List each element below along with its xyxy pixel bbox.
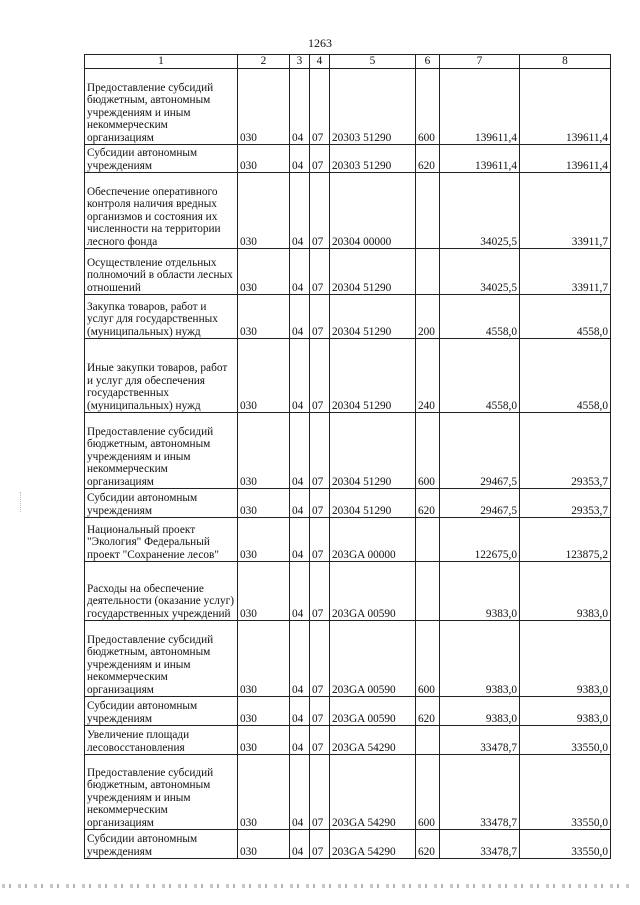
row-code-5: 203GA 54290 xyxy=(330,755,416,830)
row-name: Субсидии автономным учреждениям xyxy=(85,145,238,173)
row-code-2: 030 xyxy=(238,69,290,145)
row-value-7: 122675,0 xyxy=(440,518,520,562)
col-header-4: 4 xyxy=(310,55,330,69)
row-code-5: 20304 00000 xyxy=(330,173,416,249)
row-code-3: 04 xyxy=(290,755,310,830)
row-value-7: 9383,0 xyxy=(440,621,520,697)
row-code-6: 600 xyxy=(416,413,440,489)
row-value-7: 34025,5 xyxy=(440,173,520,249)
scan-noise-strip xyxy=(2,884,630,888)
row-code-4: 07 xyxy=(310,621,330,697)
row-code-2: 030 xyxy=(238,145,290,173)
row-value-8: 4558,0 xyxy=(520,339,611,413)
row-value-8: 123875,2 xyxy=(520,518,611,562)
table-row xyxy=(85,562,611,621)
row-code-3: 04 xyxy=(290,830,310,859)
row-value-8: 139611,4 xyxy=(520,69,611,145)
row-name: Иные закупки товаров, работ и услуг для обеспечения государственных (муниципальных) нужд xyxy=(85,339,238,413)
table-row xyxy=(85,69,611,145)
table-row xyxy=(85,489,611,518)
row-name: Предоставление субсидий бюджетным, автономным учреждениям и иным некоммерческим организациям xyxy=(85,69,238,145)
row-code-4: 07 xyxy=(310,489,330,518)
row-code-6 xyxy=(416,249,440,295)
budget-table xyxy=(84,54,611,859)
table-row xyxy=(85,697,611,726)
row-value-8: 33911,7 xyxy=(520,173,611,249)
row-code-6: 200 xyxy=(416,295,440,339)
row-value-7: 29467,5 xyxy=(440,489,520,518)
row-code-6: 240 xyxy=(416,339,440,413)
row-name: Субсидии автономным учреждениям xyxy=(85,697,238,726)
row-code-3: 04 xyxy=(290,489,310,518)
row-code-4: 07 xyxy=(310,755,330,830)
row-code-2: 030 xyxy=(238,295,290,339)
scan-margin-mark xyxy=(20,492,25,512)
row-value-8: 33550,0 xyxy=(520,726,611,755)
row-code-5: 203GA 00590 xyxy=(330,621,416,697)
row-code-2: 030 xyxy=(238,518,290,562)
row-code-4: 07 xyxy=(310,830,330,859)
row-value-8: 9383,0 xyxy=(520,621,611,697)
row-code-2: 030 xyxy=(238,830,290,859)
row-value-7: 4558,0 xyxy=(440,295,520,339)
row-code-3: 04 xyxy=(290,518,310,562)
row-code-5: 20304 51290 xyxy=(330,295,416,339)
row-code-4: 07 xyxy=(310,295,330,339)
col-header-6: 6 xyxy=(416,55,440,69)
row-value-8: 33911,7 xyxy=(520,249,611,295)
row-code-6 xyxy=(416,518,440,562)
row-code-4: 07 xyxy=(310,413,330,489)
row-code-6: 620 xyxy=(416,489,440,518)
row-code-4: 07 xyxy=(310,173,330,249)
row-code-6 xyxy=(416,562,440,621)
table-row xyxy=(85,518,611,562)
row-code-4: 07 xyxy=(310,726,330,755)
row-name: Предоставление субсидий бюджетным, автономным учреждениям и иным некоммерческим организациям xyxy=(85,413,238,489)
row-code-5: 203GA 00590 xyxy=(330,697,416,726)
row-code-2: 030 xyxy=(238,339,290,413)
table-row xyxy=(85,755,611,830)
row-value-8: 33550,0 xyxy=(520,830,611,859)
row-value-8: 29353,7 xyxy=(520,489,611,518)
row-value-8: 9383,0 xyxy=(520,697,611,726)
row-code-3: 04 xyxy=(290,339,310,413)
col-header-7: 7 xyxy=(440,55,520,69)
row-code-2: 030 xyxy=(238,413,290,489)
row-code-2: 030 xyxy=(238,755,290,830)
row-code-6 xyxy=(416,726,440,755)
row-code-3: 04 xyxy=(290,295,310,339)
row-code-5: 20304 51290 xyxy=(330,339,416,413)
row-code-5: 20304 51290 xyxy=(330,249,416,295)
row-code-3: 04 xyxy=(290,697,310,726)
table-row xyxy=(85,249,611,295)
row-name: Расходы на обеспечение деятельности (оказание услуг) государственных учреждений xyxy=(85,562,238,621)
row-name: Национальный проект "Экология" Федеральный проект "Сохранение лесов" xyxy=(85,518,238,562)
row-code-3: 04 xyxy=(290,413,310,489)
row-code-6: 620 xyxy=(416,830,440,859)
row-code-6: 600 xyxy=(416,755,440,830)
row-code-6: 600 xyxy=(416,621,440,697)
row-value-7: 29467,5 xyxy=(440,413,520,489)
page-number: 1263 xyxy=(308,36,332,50)
header-row xyxy=(85,55,611,69)
row-code-2: 030 xyxy=(238,697,290,726)
row-code-2: 030 xyxy=(238,562,290,621)
row-code-2: 030 xyxy=(238,621,290,697)
row-name: Обеспечение оперативного контроля наличия вредных организмов и состояния их численности на территории лесного фонда xyxy=(85,173,238,249)
row-code-2: 030 xyxy=(238,489,290,518)
row-code-3: 04 xyxy=(290,173,310,249)
row-name: Предоставление субсидий бюджетным, автономным учреждениям и иным некоммерческим организациям xyxy=(85,621,238,697)
row-value-7: 9383,0 xyxy=(440,562,520,621)
row-value-7: 4558,0 xyxy=(440,339,520,413)
row-code-4: 07 xyxy=(310,518,330,562)
row-code-3: 04 xyxy=(290,726,310,755)
row-code-4: 07 xyxy=(310,562,330,621)
row-code-5: 20303 51290 xyxy=(330,69,416,145)
row-code-6: 620 xyxy=(416,697,440,726)
row-code-5: 20303 51290 xyxy=(330,145,416,173)
row-value-7: 9383,0 xyxy=(440,697,520,726)
row-name: Увеличение площади лесовосстановления xyxy=(85,726,238,755)
row-value-8: 29353,7 xyxy=(520,413,611,489)
row-value-8: 9383,0 xyxy=(520,562,611,621)
row-code-4: 07 xyxy=(310,697,330,726)
table-row xyxy=(85,413,611,489)
row-value-7: 139611,4 xyxy=(440,69,520,145)
row-code-2: 030 xyxy=(238,173,290,249)
row-name: Закупка товаров, работ и услуг для государственных (муниципальных) нужд xyxy=(85,295,238,339)
row-code-6 xyxy=(416,173,440,249)
table-row xyxy=(85,145,611,173)
row-code-3: 04 xyxy=(290,621,310,697)
col-header-8: 8 xyxy=(520,55,611,69)
row-code-4: 07 xyxy=(310,249,330,295)
row-code-3: 04 xyxy=(290,562,310,621)
table-row xyxy=(85,726,611,755)
col-header-3: 3 xyxy=(290,55,310,69)
row-value-7: 33478,7 xyxy=(440,726,520,755)
table-row xyxy=(85,830,611,859)
row-code-2: 030 xyxy=(238,726,290,755)
row-value-7: 33478,7 xyxy=(440,755,520,830)
row-code-3: 04 xyxy=(290,69,310,145)
row-value-8: 4558,0 xyxy=(520,295,611,339)
row-value-7: 139611,4 xyxy=(440,145,520,173)
row-code-3: 04 xyxy=(290,249,310,295)
row-value-7: 34025,5 xyxy=(440,249,520,295)
row-value-7: 33478,7 xyxy=(440,830,520,859)
row-name: Субсидии автономным учреждениям xyxy=(85,489,238,518)
row-code-5: 203GA 54290 xyxy=(330,726,416,755)
col-header-1: 1 xyxy=(85,55,238,69)
row-code-5: 203GA 00590 xyxy=(330,562,416,621)
row-name: Предоставление субсидий бюджетным, автономным учреждениям и иным некоммерческим организациям xyxy=(85,755,238,830)
row-value-8: 139611,4 xyxy=(520,145,611,173)
row-code-6: 620 xyxy=(416,145,440,173)
row-code-5: 203GA 54290 xyxy=(330,830,416,859)
row-name: Субсидии автономным учреждениям xyxy=(85,830,238,859)
row-code-4: 07 xyxy=(310,339,330,413)
table-row xyxy=(85,339,611,413)
row-code-2: 030 xyxy=(238,249,290,295)
row-code-6: 600 xyxy=(416,69,440,145)
table-row xyxy=(85,295,611,339)
col-header-5: 5 xyxy=(330,55,416,69)
row-code-4: 07 xyxy=(310,69,330,145)
row-value-8: 33550,0 xyxy=(520,755,611,830)
row-code-5: 203GA 00000 xyxy=(330,518,416,562)
row-code-3: 04 xyxy=(290,145,310,173)
table-row xyxy=(85,621,611,697)
row-code-5: 20304 51290 xyxy=(330,413,416,489)
col-header-2: 2 xyxy=(238,55,290,69)
row-code-4: 07 xyxy=(310,145,330,173)
row-code-5: 20304 51290 xyxy=(330,489,416,518)
row-name: Осуществление отдельных полномочий в области лесных отношений xyxy=(85,249,238,295)
table-row xyxy=(85,173,611,249)
